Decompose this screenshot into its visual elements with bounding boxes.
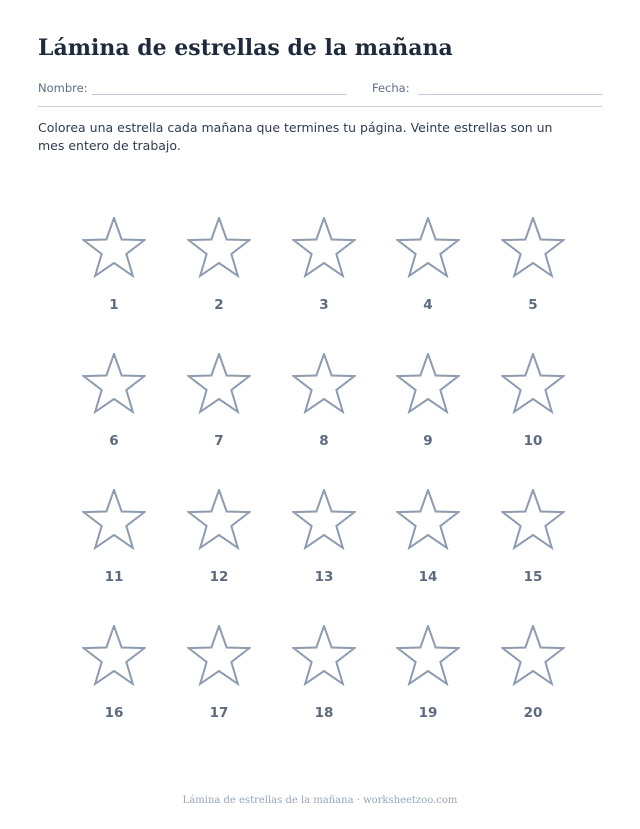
- star-cell[interactable]: [179, 625, 259, 735]
- star-number: 15: [523, 569, 543, 585]
- header-divider: [38, 106, 602, 107]
- star-shape[interactable]: [503, 218, 564, 276]
- page-title: Lámina de estrellas de la mañana: [38, 35, 453, 61]
- star-shape[interactable]: [294, 626, 355, 684]
- star-outline-icon[interactable]: [187, 625, 251, 689]
- star-cell[interactable]: [74, 353, 154, 463]
- star-shape[interactable]: [84, 218, 145, 276]
- star-outline-icon[interactable]: [292, 217, 356, 281]
- star-shape[interactable]: [84, 626, 145, 684]
- star-shape[interactable]: [189, 626, 250, 684]
- star-number: 3: [319, 297, 329, 313]
- star-shape[interactable]: [398, 218, 459, 276]
- star-number: 14: [418, 569, 438, 585]
- header-fields: [38, 78, 602, 98]
- date-field[interactable]: [418, 94, 602, 95]
- star-number: 4: [423, 297, 433, 313]
- star-shape[interactable]: [503, 626, 564, 684]
- star-shape[interactable]: [294, 218, 355, 276]
- star-outline-icon[interactable]: [396, 489, 460, 553]
- star-number: 13: [314, 569, 334, 585]
- star-shape[interactable]: [189, 218, 250, 276]
- star-outline-icon[interactable]: [292, 353, 356, 417]
- star-outline-icon[interactable]: [82, 625, 146, 689]
- star-outline-icon[interactable]: [501, 353, 565, 417]
- instructions-text: Colorea una estrella cada mañana que termines tu página. Veinte estrellas son un mes entero de trabajo.: [38, 120, 553, 153]
- star-outline-icon[interactable]: [396, 217, 460, 281]
- star-number: 18: [314, 705, 334, 721]
- star-outline-icon[interactable]: [501, 217, 565, 281]
- star-number: 8: [319, 433, 329, 449]
- star-cell[interactable]: [388, 625, 468, 735]
- star-cell[interactable]: [284, 489, 364, 599]
- star-cell[interactable]: [284, 353, 364, 463]
- star-cell[interactable]: [493, 489, 573, 599]
- star-outline-icon[interactable]: [187, 489, 251, 553]
- star-number: 11: [104, 569, 124, 585]
- footer-text: Lámina de estrellas de la mañana · worksheetzoo.com: [182, 795, 458, 806]
- star-shape[interactable]: [294, 490, 355, 548]
- star-shape[interactable]: [84, 490, 145, 548]
- star-outline-icon[interactable]: [187, 217, 251, 281]
- star-outline-icon[interactable]: [396, 625, 460, 689]
- star-number: 7: [214, 433, 224, 449]
- star-number: 6: [109, 433, 119, 449]
- star-cell[interactable]: [179, 489, 259, 599]
- star-outline-icon[interactable]: [292, 625, 356, 689]
- star-shape[interactable]: [503, 354, 564, 412]
- star-outline-icon[interactable]: [82, 217, 146, 281]
- star-cell[interactable]: [74, 217, 154, 327]
- star-shape[interactable]: [189, 490, 250, 548]
- star-shape[interactable]: [398, 490, 459, 548]
- star-cell[interactable]: [74, 625, 154, 735]
- star-number: 17: [209, 705, 229, 721]
- star-outline-icon[interactable]: [82, 353, 146, 417]
- star-shape[interactable]: [84, 354, 145, 412]
- star-outline-icon[interactable]: [396, 353, 460, 417]
- star-number: 2: [214, 297, 224, 313]
- star-cell[interactable]: [493, 353, 573, 463]
- star-shape[interactable]: [398, 354, 459, 412]
- star-shape[interactable]: [503, 490, 564, 548]
- star-cell[interactable]: [493, 217, 573, 327]
- star-number: 5: [528, 297, 538, 313]
- star-cell[interactable]: [388, 217, 468, 327]
- star-shape[interactable]: [398, 626, 459, 684]
- star-cell[interactable]: [74, 489, 154, 599]
- star-number: 1: [109, 297, 119, 313]
- star-outline-icon[interactable]: [187, 353, 251, 417]
- date-label: Fecha:: [372, 81, 410, 95]
- star-cell[interactable]: [179, 353, 259, 463]
- star-number: 20: [523, 705, 543, 721]
- star-cell[interactable]: [388, 353, 468, 463]
- star-shape[interactable]: [189, 354, 250, 412]
- star-shape[interactable]: [294, 354, 355, 412]
- star-number: 10: [523, 433, 543, 449]
- star-number: 19: [418, 705, 438, 721]
- star-number: 12: [209, 569, 229, 585]
- star-cell[interactable]: [493, 625, 573, 735]
- name-label: Nombre:: [38, 81, 88, 95]
- star-outline-icon[interactable]: [501, 625, 565, 689]
- star-outline-icon[interactable]: [501, 489, 565, 553]
- star-outline-icon[interactable]: [82, 489, 146, 553]
- star-cell[interactable]: [284, 625, 364, 735]
- star-number: 16: [104, 705, 124, 721]
- star-cell[interactable]: [388, 489, 468, 599]
- star-number: 9: [423, 433, 433, 449]
- star-cell[interactable]: [284, 217, 364, 327]
- name-field[interactable]: [92, 94, 346, 95]
- star-cell[interactable]: [179, 217, 259, 327]
- star-outline-icon[interactable]: [292, 489, 356, 553]
